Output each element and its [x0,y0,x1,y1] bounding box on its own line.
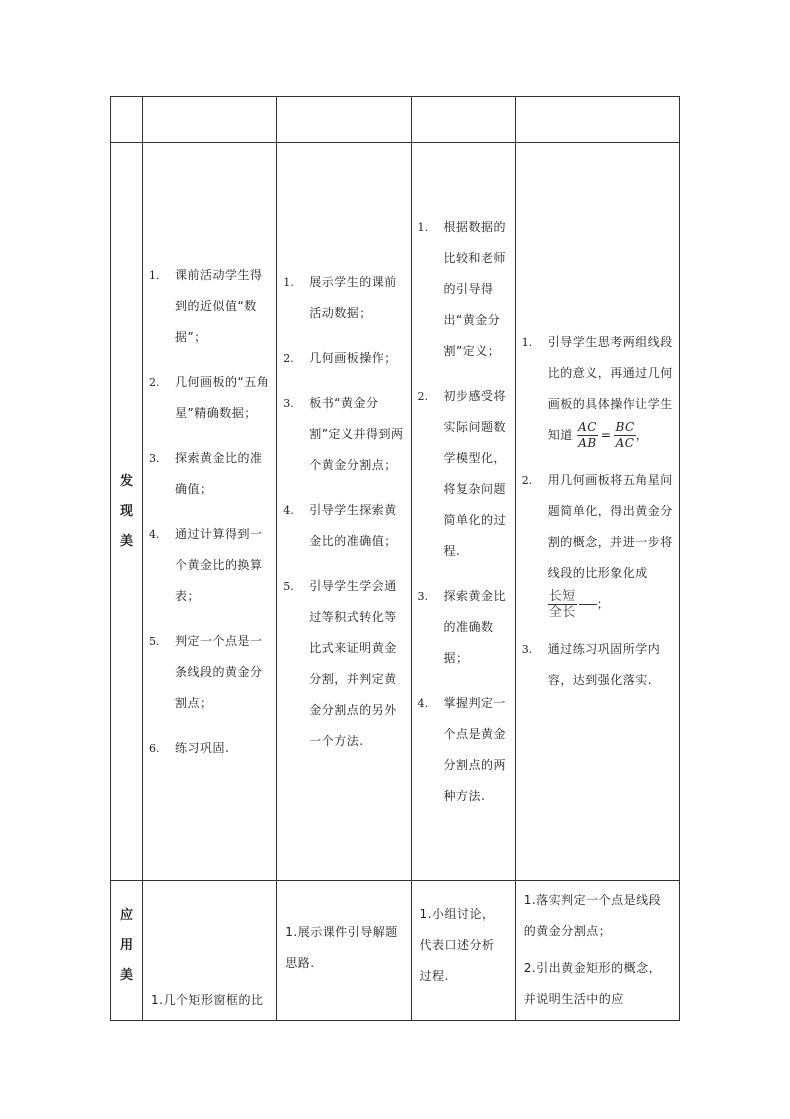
list-item: 2. 几何画板的“五角星”精确数据； [149,374,270,420]
stage-char: 应 [120,908,134,923]
header-cell [277,97,411,143]
design-intent-list [516,327,679,696]
header-cell [411,97,515,143]
fraction-short-total: $\frac{\text{长短}}{\text{全长}}$ [548,589,576,620]
student-activity-cell [143,143,277,881]
list-item: 6. 练习巩固. [149,740,230,755]
cell-text: 2.引出黄金矩形的概念，并说明生活中的应 [523,961,662,1006]
list-item: 1. 展示学生的课前活动数据； [283,274,397,320]
fraction-bc-ac: $\frac{BC}{AC}$ [615,420,635,450]
list-item: 5. 判定一个点是一条线段的黄金分割点； [149,633,263,710]
list-item: 1. 课前活动学生得到的近似值“数据”； [149,267,263,344]
teacher-activity-cell [277,143,411,881]
intent-text: 引导学生思考两组线段比的意义，再通过几何画板的具体操作让学生知道 [547,335,673,442]
list-item: 4. 掌握判定一个点是黄金分割点的两种方法. [417,695,507,803]
stage-char: 现 [120,503,134,519]
cell-text: 1.展示课件引导解题思路. [285,925,398,970]
teacher-activity-cell [277,881,411,1021]
equals-sign: = [600,428,612,442]
lesson-plan-table [110,96,680,1021]
design-intent-cell [515,143,679,881]
blank-line [579,604,597,605]
list-item: 5. 引导学生学会通过等积式转化等比式来证明黄金分割，并判定黄金分割点的另外一个方法. [283,578,397,748]
list-item: 1. 引导学生思考两组线段比的意义，再通过几何画板的具体操作让学生知道 $\frac{AC}{AB}$ = $\frac{BC}{AC}$ ， [521,335,673,450]
cell-text: 1.落实判定一个点是线段的黄金分割点； [523,893,662,938]
list-item: 3. 探索黄金比的准确数据； [417,588,507,665]
student-activity-list [143,260,276,764]
teacher-activity-list [277,267,410,757]
stage-char: 美 [120,533,134,549]
design-intent-cell [515,881,679,1021]
list-item: 3. 板书“黄金分割”定义并得到两个黄金分割点； [283,395,404,472]
student-activity-cell [143,881,277,1021]
learning-cell [411,881,515,1021]
list-item: 2. 几何画板操作； [283,350,397,365]
stage-cell-discover [111,143,143,881]
list-item: 4. 通过计算得到一个黄金比的换算表； [149,526,263,603]
list-item: 1. 根据数据的比较和老师的引导得出“黄金分割”定义； [417,219,507,358]
learning-cell [411,143,515,881]
cell-text: 1.几个矩形窗框的比 [151,993,264,1007]
header-cell [143,97,277,143]
list-item: 2. 初步感受将实际问题数学模型化，将复杂问题简单化的过程. [417,388,507,558]
list-item: 3. 通过练习巩固所学内容，达到强化落实. [521,642,661,687]
list-item: 3. 探索黄金比的准确值； [149,450,263,496]
stage-char: 用 [120,938,134,953]
stage-char: 美 [120,968,134,983]
header-cell [111,97,143,143]
cell-text: 1.小组讨论，代表口述分析过程. [419,907,495,983]
learning-list [412,212,515,812]
list-item: 2. 用几何画板将五角星问题简单化，得出黄金分割的概念，并进一步将线段的比形象化成 $\frac{\text{长短}}{\text{全长}}$ ； [521,473,673,620]
fraction-ac-ab: $\frac{AC}{AB}$ [578,420,597,450]
intent-text: 用几何画板将五角星问题简单化，得出黄金分割的概念，并进一步将线段的比形象化成 [547,473,673,580]
list-item: 4. 引导学生探索黄金比的准确值； [283,502,397,548]
header-cell [515,97,679,143]
apply-row [111,881,680,1021]
header-row [111,97,680,143]
stage-char: 发 [120,473,134,489]
discover-row [111,143,680,881]
stage-cell-apply [111,881,143,1021]
